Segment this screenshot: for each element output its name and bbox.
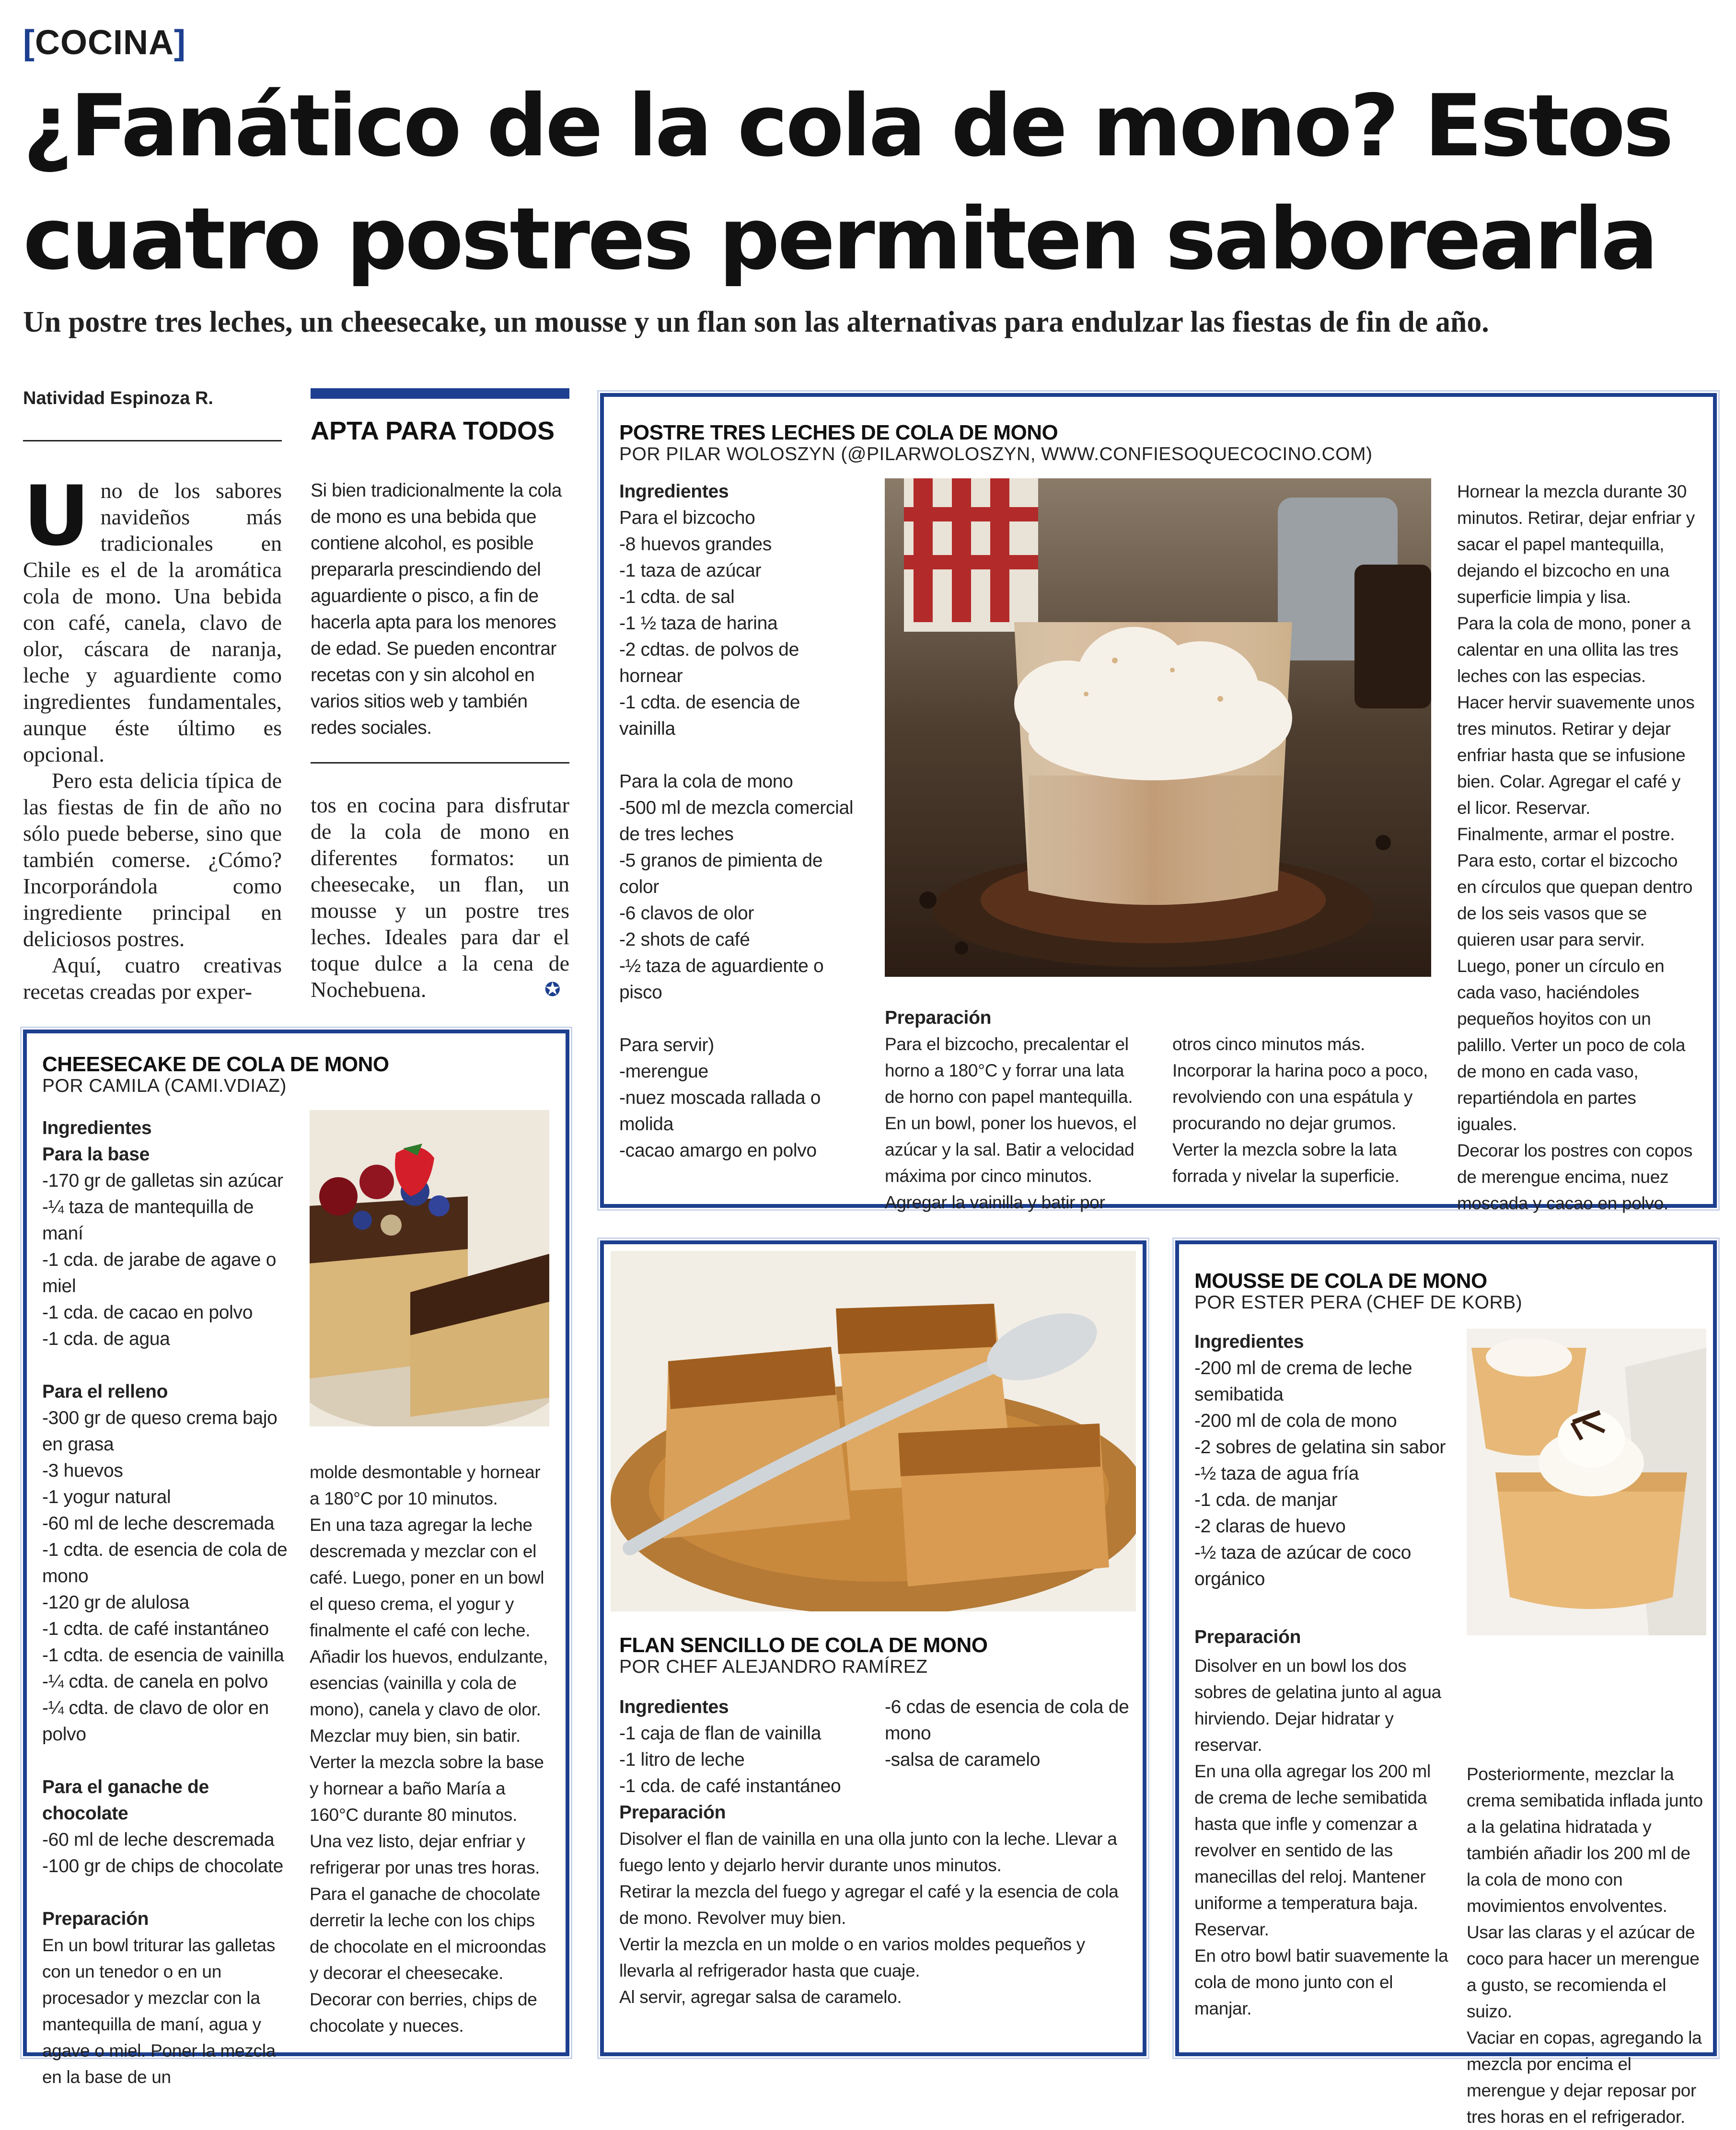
headline xyxy=(23,69,1715,296)
list-item: -1 cdta. de café instantáneo xyxy=(42,1619,269,1639)
mousse-ingredients: Ingredientes -200 ml de crema de leche semibatida -200 ml de cola de mono -2 sobres de gelatina sin sabor -½ taza de agua fría -1 cda. de manjar -2 claras de huevo -½ taza de azúcar de coco orgánico xyxy=(1194,1331,1446,1589)
list-item: -1 cda. de cacao en polvo xyxy=(42,1302,253,1323)
recipe-author: POR ESTER PERA (CHEF DE KORB) xyxy=(1194,1292,1523,1313)
list-item: -120 gr de alulosa xyxy=(42,1592,189,1613)
recipe-title: CHEESECAKE DE COLA DE MONO xyxy=(42,1053,389,1076)
list-item: Para la base xyxy=(42,1144,150,1165)
deck: Un postre tres leches, un cheesecake, un mousse y un flan son las alternativas para endulzar las fiestas de fin de año. xyxy=(23,306,1489,338)
mousse-prep-1: Disolver en un bowl los dos sobres de gelatina junto al agua hirviendo. Dejar hidratar y reservar. En una olla agregar los 200 ml de crema de leche semibatida hasta que infle y comenzar a revolver en sentido de las manecillas del reloj. Mantener uniforme a temperatura baja. Reservar. En otro bowl batir suavemente la cola de mono junto con el manjar. xyxy=(1194,1656,1448,2018)
recipe-author: POR CHEF ALEJANDRO RAMÍREZ xyxy=(619,1656,928,1677)
headline-line: cuatro postres permiten saborearla xyxy=(23,189,1656,289)
intro-column-1 xyxy=(23,468,282,1005)
recipe-title: MOUSSE DE COLA DE MONO xyxy=(1194,1269,1487,1293)
list-item: -1 cda. de jarabe de agave o miel xyxy=(42,1250,277,1297)
mousse-photo xyxy=(1467,1329,1706,1635)
list-item: Preparación xyxy=(42,1909,149,1929)
tres-leches-box xyxy=(600,393,1717,1213)
list-item: -1 yogur natural xyxy=(42,1487,171,1507)
apta-top-bar xyxy=(311,388,569,399)
apta-text: Si bien tradicionalmente la cola de mono es una bebida que contiene alcohol, es posible prepararla prescindiendo del aguardiente o pisco, a fin de hacerla apta para los menores de edad. Se pueden encontrar recetas con y sin alcohol en varios sitios web y también redes sociales. xyxy=(311,480,562,738)
cheesecake-photo xyxy=(310,1110,549,1426)
list-item: -1 cdta. de esencia de vainilla xyxy=(42,1645,284,1666)
end-mark-icon: ✪ xyxy=(544,979,561,1000)
drop-cap: U xyxy=(23,468,90,564)
list-item: -170 gr de galletas sin azúcar xyxy=(42,1170,283,1191)
list-item: -¼ cdta. de canela en polvo xyxy=(42,1671,268,1692)
tres-leches-prep-1: Preparación Para el bizcocho, precalentar el horno a 180°C y forrar una lata de horno con papel mantequilla. En un bowl, poner los huevos, el azúcar y la sal. Batir a velocidad máxima por cinco minutos. Agregar la vainilla y batir por otros cinco minutos más. Incorporar la harina poco a poco, revolviendo con una espátula y procurando no dejar grumos. Verter la mezcla sobre la lata forrada y nivelar la superficie. xyxy=(885,1007,1428,1212)
cheesecake-prep-2: molde desmontable y hornear a 180°C por 10 minutos. En una taza agregar la leche descremada y mezclar con el café. Luego, poner en un bowl el queso crema, el yogur y finalmente el café con leche. Añadir los huevos, endulzante, esencias (vainilla y cola de mono), canela y clavo de olor. Mezclar muy bien, sin batir. Verter la mezcla sobre la base y hornear a baño María a 160°C durante 80 minutos. Una vez listo, dejar enfriar y refrigerar por unas tres horas. Para el ganache de chocolate derretir la leche con los chips de chocolate en el microondas y decorar el cheesecake. Decorar con berries, chips de chocolate y nueces. xyxy=(310,1462,548,2036)
list-item: Para el ganache de chocolate xyxy=(42,1777,209,1824)
mousse-prep-2: Posteriormente, mezclar la crema semibatida inflada junto a la gelatina hidratada y también añadir los 200 ml de la cola de mono con movimientos envolventes. Usar las claras y el azúcar de coco para hacer un merengue a gusto, se recomienda el suizo. Vaciar en copas, agregando la mezcla por encima el merengue y dejar reposar por tres horas en el refrigerador. xyxy=(1467,1764,1703,2127)
list-item: -60 ml de leche descremada xyxy=(42,1829,275,1850)
flan-ingredients: Ingredientes -1 caja de flan de vainilla -1 litro de leche -1 cda. de café instantáneo xyxy=(619,1697,841,1796)
intro-paragraph: Pero esta delicia típica de las fiestas de fin de año no sólo puede beberse, sino que también comerse. ¿Cómo? Incorporándola como ingrediente principal en deliciosos postres. xyxy=(23,768,282,951)
section-tag: [COCINA] xyxy=(23,23,186,62)
tres-leches-ingredients: Ingredientes Para el bizcocho -8 huevos grandes -1 taza de azúcar -1 cdta. de sal -1 ½ taza de harina -2 cdtas. de polvos de hornear -1 cdta. de esencia de vainilla Para la cola de mono -500 ml de mezcla comercial de tres leches -5 granos de pimienta de color -6 clavos de olor -2 shots de café -½ taza de aguardiente o pisco Para servir) -merengue -nuez moscada rallada o molida -cacao amargo en polvo xyxy=(619,481,854,1161)
tres-leches-photo xyxy=(885,478,1431,977)
intro-paragraph: Aquí, cuatro creativas recetas creadas por exper- xyxy=(23,953,282,1004)
list-item: -¼ cdta. de clavo de olor en polvo xyxy=(42,1698,269,1745)
list-item: -60 ml de leche descremada xyxy=(42,1513,275,1534)
recipe-title: POSTRE TRES LECHES DE COLA DE MONO xyxy=(619,421,1058,444)
intro-paragraph: no de los sabores navideños más tradicionales en Chile es el de la aromática cola de mono. Una bebida con café, canela, clavo de olor, cáscara de naranja, leche y aguardiente como ingredientes fundamentales, aunque éste último es opcional. xyxy=(23,478,282,766)
apta-bottom-rule xyxy=(311,762,569,764)
headline-line: ¿Fanático de la cola de mono? Estos xyxy=(23,76,1672,175)
tres-leches-prep-2: Hornear la mezcla durante 30 minutos. Retirar, dejar enfriar y sacar el papel mantequilla, dejando el bizcocho en una superficie limpia y lisa. Para la cola de mono, poner a calentar en una ollita las tres leches con las especias. Hacer hervir suavemente unos tres minutos. Retirar y dejar enfriar hasta que se infusione bien. Colar. Agregar el café y el licor. Reservar. Finalmente, armar el postre. Para esto, cortar el bizcocho en círculos que quepan dentro de los seis vasos que se quieren usar para servir. Luego, poner un círculo en cada vaso, haciéndoles pequeños hoyitos con un palillo. Verter un poco de cola de mono en cada vaso, repartiéndola en partes iguales. Decorar los postres con copos de merengue encima, nuez moscada y cacao en polvo. xyxy=(1457,482,1695,1213)
recipe-title: FLAN SENCILLO DE COLA DE MONO xyxy=(619,1633,988,1657)
list-item: -3 huevos xyxy=(42,1460,123,1481)
recipe-author: POR PILAR WOLOSZYN (@PILARWOLOSZYN, WWW.CONFIESOQUECOCINO.COM) xyxy=(619,444,1373,464)
list-item: En un bowl triturar las galletas con un tenedor o en un procesador y mezclar con la mantequilla de maní, agua y agave o miel. Poner la mezcla en la base de un xyxy=(42,1935,276,2087)
flan-box xyxy=(600,1240,1146,2056)
intro-paragraph: tos en cocina para disfrutar de la cola de mono en diferentes formatos: un cheesecake, un flan, un mousse y un postre tres leches. Ideales para dar el toque dulce a la cena de Nochebuena. xyxy=(311,793,569,1002)
cheesecake-list xyxy=(42,1141,296,2090)
list-item: -¼ taza de mantequilla de maní xyxy=(42,1197,254,1244)
mousse-box xyxy=(1175,1240,1717,2127)
list-item: -100 gr de chips de chocolate xyxy=(42,1856,283,1876)
cheesecake-ingredients: Ingredientes Para la base -170 gr de galletas sin azúcar -¼ taza de mantequilla de maní -1 cda. de jarabe de agave o miel -1 cda. de cacao en polvo -1 cda. de agua Para el relleno -300 gr de queso crema bajo en grasa -3 huevos -1 yogur natural -60 ml de leche descremada -1 cdta. de esencia de cola de mono -120 gr de alulosa -1 cdta. de café instantáneo -1 cdta. de esencia de vainilla -¼ cdta. de canela en polvo -¼ cdta. de clavo de olor en polvo Para el ganache de chocolate -60 ml de leche descremada -100 gr de chips de chocolate Preparación En un bowl triturar las galletas con un tenedor o en un procesador y mezclar con la mantequilla de maní, agua y agave o miel. Poner la mezcla en la base de un xyxy=(42,1115,296,2090)
apta-title: APTA PARA TODOS xyxy=(311,417,555,445)
mousse-prep-heading: Preparación xyxy=(1194,1627,1301,1647)
flan-prep: Preparación Disolver el flan de vainilla en una olla junto con la leche. Llevar a fuego lento y dejarlo hervir durante unos minutos. Retirar la mezcla del fuego y agregar el café y la esencia de cola de mono. Revolver muy bien. Vertir la mezcla en un molde o en varios moldes pequeños y llevarla al refrigerador hasta que cuaje. Al servir, agregar salsa de caramelo. xyxy=(619,1802,1119,2007)
byline-rule xyxy=(23,440,282,441)
intro-column-2 xyxy=(311,792,569,1003)
recipe-author: POR CAMILA (CAMI.VDIAZ) xyxy=(42,1076,287,1096)
list-item: Para el relleno xyxy=(42,1381,168,1402)
cheesecake-box xyxy=(23,1030,569,2087)
list-item: -1 cda. de agua xyxy=(42,1329,170,1349)
list-item: -300 gr de queso crema bajo en grasa xyxy=(42,1408,278,1455)
flan-ingredients-2: -6 cdas de esencia de cola de mono -salsa de caramelo xyxy=(885,1697,1129,1770)
byline: Natividad Espinoza R. xyxy=(23,388,213,408)
flan-photo xyxy=(611,1251,1136,1611)
list-item: -1 cdta. de esencia de cola de mono xyxy=(42,1540,288,1586)
